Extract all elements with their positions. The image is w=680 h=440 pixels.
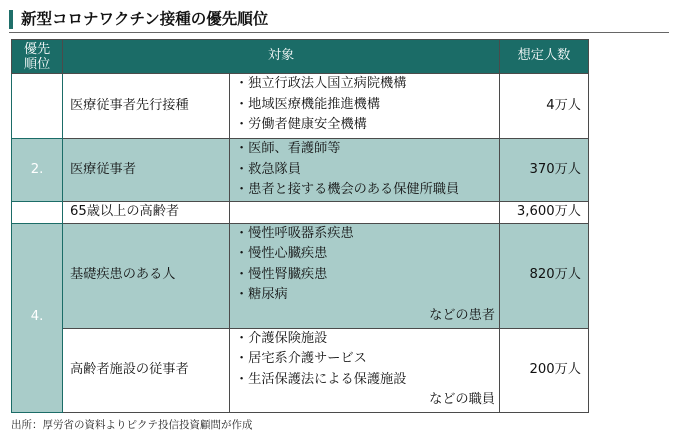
count-cell: 820万人 <box>500 223 589 328</box>
header-priority-line1: 優先 <box>23 41 51 57</box>
priority-table <box>11 39 589 413</box>
category-cell: 高齢者施設の従事者 <box>63 328 230 412</box>
list-item: ・労働者健康安全機構 <box>235 117 367 132</box>
items-cell <box>230 223 500 328</box>
header-estimate: 想定人数 <box>500 40 589 74</box>
page-title: 新型コロナワクチン接種の優先順位 <box>21 10 269 28</box>
list-item: ・生活保護法による保護施設 <box>235 371 407 387</box>
items-cell <box>230 328 500 412</box>
title-underline <box>9 32 669 33</box>
items-suffix: などの職員 <box>429 392 495 407</box>
items-cell-empty <box>230 202 500 224</box>
list-item: ・患者と接する機会のある保健所職員 <box>235 182 460 197</box>
count-cell: 370万人 <box>500 139 589 202</box>
count-cell: 4万人 <box>500 74 589 139</box>
source-note: 出所：厚労省の資料よりピクテ投信投資顧問が作成 <box>11 419 253 431</box>
header-priority-line2: 順位 <box>23 56 51 72</box>
table-header-row <box>12 40 589 74</box>
rank-cell: 3. <box>12 202 63 224</box>
items-cell <box>230 139 500 202</box>
list-item: ・介護保険施設 <box>235 330 328 346</box>
list-item: ・慢性腎臓疾患 <box>235 266 328 282</box>
list-item: ・糖尿病 <box>235 287 288 302</box>
rank-cell: 4. <box>12 223 63 412</box>
table-row-4a <box>12 223 589 328</box>
category-cell: 医療従事者先行接種 <box>63 74 230 139</box>
category-cell: 医療従事者 <box>63 139 230 202</box>
rank-cell: 2. <box>12 139 63 202</box>
category-cell: 65歳以上の高齢者 <box>63 202 230 224</box>
header-priority <box>12 40 63 74</box>
count-cell: 200万人 <box>500 328 589 412</box>
list-item: ・独立行政法人国立病院機構 <box>235 76 407 91</box>
list-item: ・地域医療機能推進機構 <box>235 96 381 112</box>
rank-cell: 1. <box>12 74 63 139</box>
list-item: ・慢性心臓疾患 <box>235 246 328 261</box>
list-item: ・救急隊員 <box>235 161 301 177</box>
items-suffix: などの患者 <box>429 307 495 323</box>
table-row-2 <box>12 139 589 202</box>
list-item: ・居宅系介護サービス <box>235 351 367 366</box>
title-accent-bar <box>9 10 13 29</box>
list-item: ・医師、看護師等 <box>235 141 341 156</box>
header-target: 対象 <box>63 40 500 74</box>
list-item: ・慢性呼吸器系疾患 <box>235 225 354 241</box>
table-row-4b <box>12 328 589 412</box>
category-cell: 基礎疾患のある人 <box>63 223 230 328</box>
table-row-3 <box>12 202 589 224</box>
count-cell: 3,600万人 <box>500 202 589 224</box>
title-area <box>9 4 669 33</box>
table-row-1 <box>12 74 589 139</box>
items-cell <box>230 74 500 139</box>
